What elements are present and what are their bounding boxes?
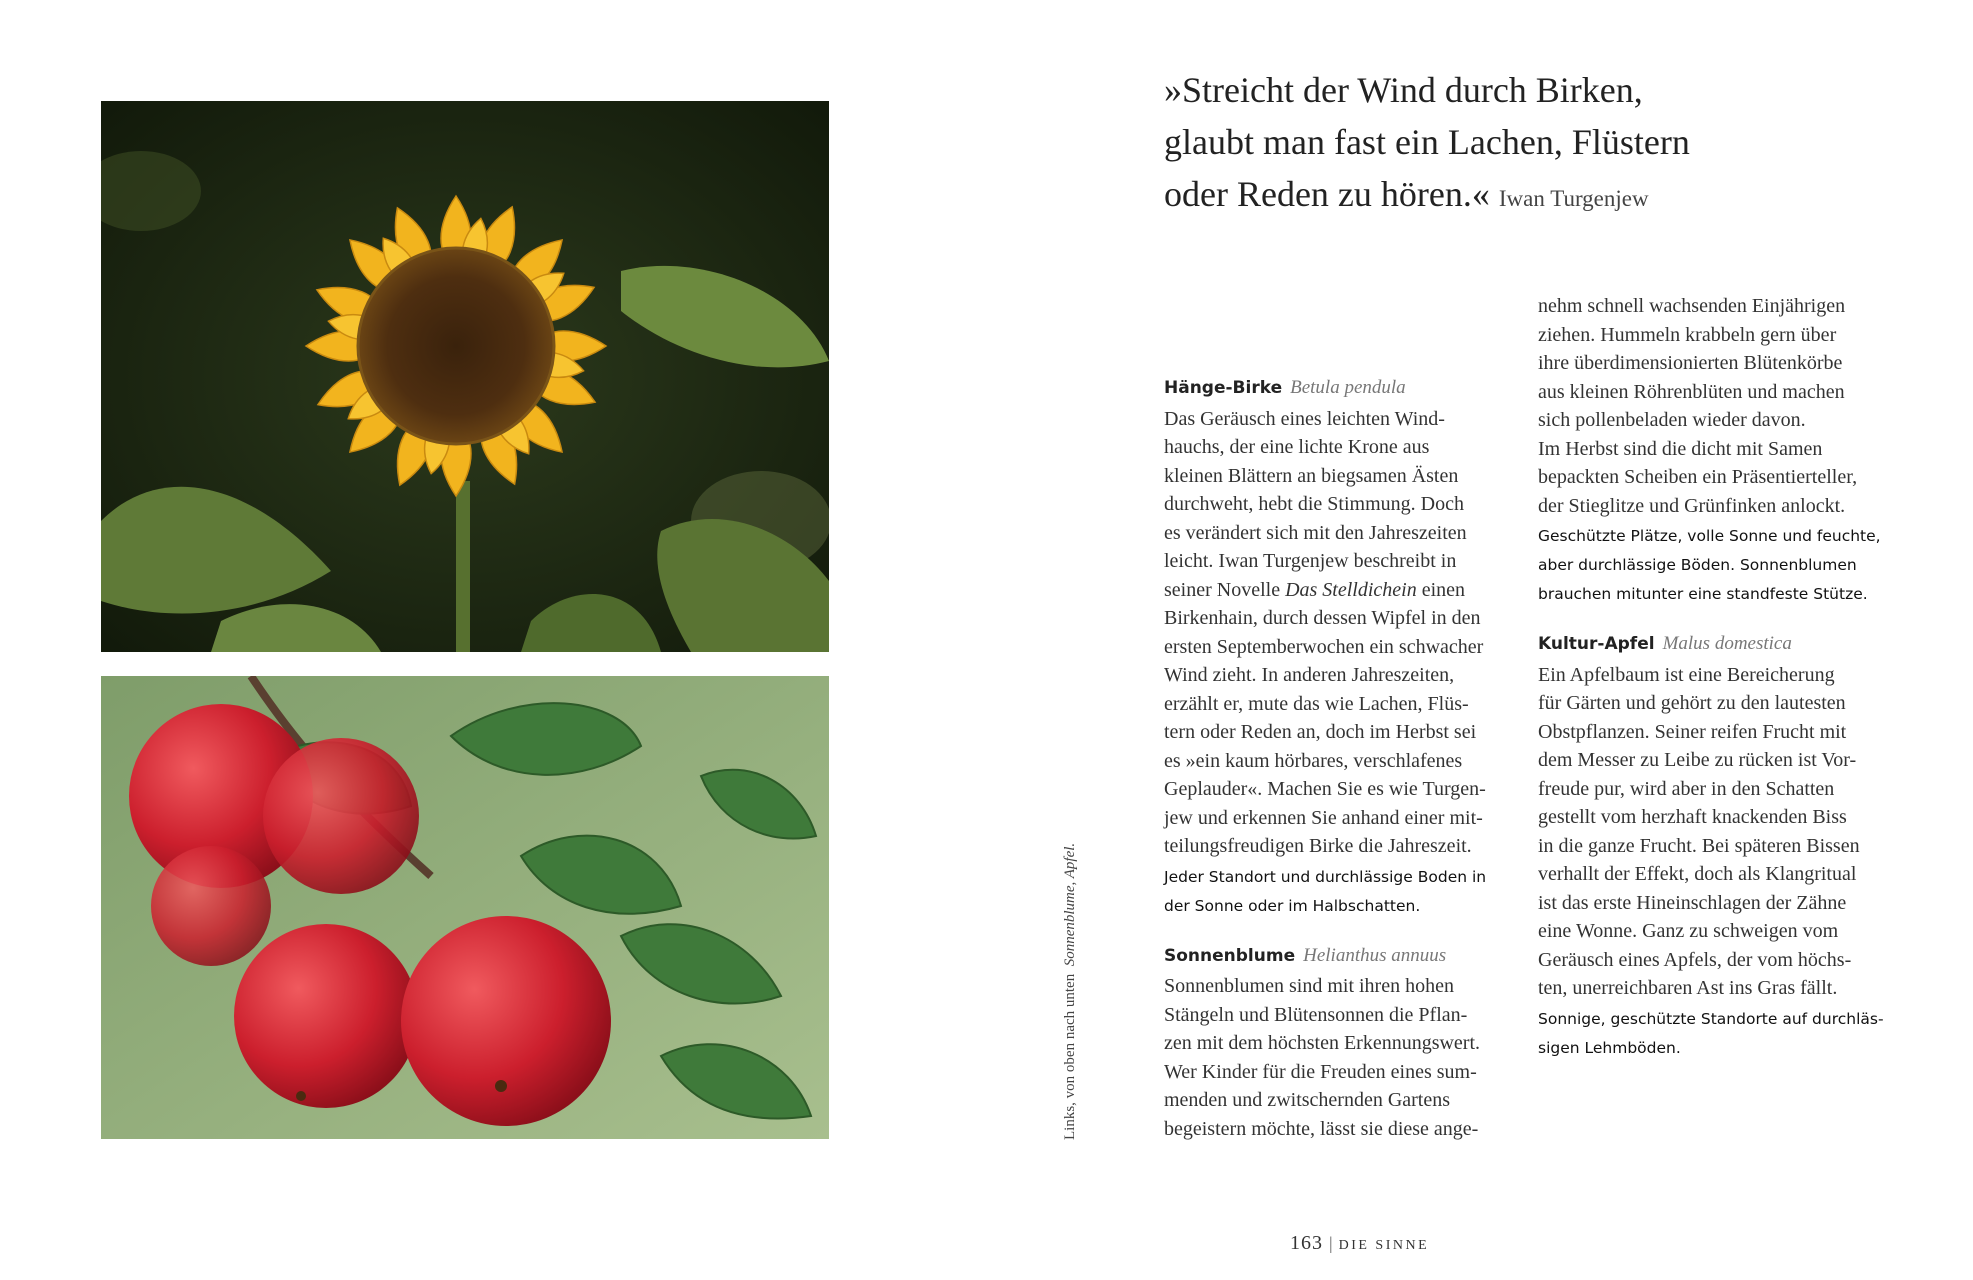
body-line: tern oder Reden an, doch im Herbst sei — [1164, 721, 1477, 743]
quote-line-3 — [1164, 168, 1784, 225]
body-line: ist das erste Hineinschlagen der Zähne — [1538, 891, 1847, 914]
body-line: Im Herbst sind die dicht mit Samen — [1538, 437, 1823, 460]
note-line: Jeder Standort und durchlässige Boden in — [1164, 867, 1487, 886]
photo-caption — [1062, 843, 1079, 1140]
body-line: in die ganze Frucht. Bei späteren Bissen — [1538, 834, 1860, 857]
body-line — [1164, 576, 1534, 605]
body-line: leicht. Iwan Turgenjew beschreibt in — [1164, 550, 1457, 572]
quote-author: Iwan Turgenjew — [1498, 186, 1649, 211]
birke-location-note — [1164, 863, 1534, 921]
body-line: menden und zwitschernden Gartens — [1164, 1089, 1451, 1111]
quote-line-1: »Streicht der Wind durch Birken, — [1164, 70, 1643, 110]
quote-line-2: glaubt man fast ein Lachen, Flüstern — [1164, 122, 1690, 162]
page-footer — [1290, 1232, 1429, 1255]
quote-line-3-text: oder Reden zu hören.« — [1164, 174, 1490, 214]
body-line: Wind zieht. In anderen Jahreszeiten, — [1164, 664, 1455, 686]
body-line: Stängeln und Blütensonnen die Pflan- — [1164, 1003, 1468, 1026]
body-line: Birkenhain, durch dessen Wipfel in den — [1164, 607, 1481, 629]
plant-latin-name: Malus domestica — [1662, 633, 1792, 654]
body-line: aus kleinen Röhrenblüten und machen — [1538, 380, 1845, 403]
body-line: der Stieglitze und Grünfinken anlockt. — [1538, 494, 1846, 517]
body-line: Das Geräusch eines leichten Wind- — [1164, 407, 1445, 430]
plant-latin-name: Betula pendula — [1290, 377, 1406, 398]
apfel-location-note — [1538, 1005, 1908, 1063]
body-line: Obstpflanzen. Seiner reifen Frucht mit — [1538, 720, 1847, 743]
birke-body — [1164, 405, 1534, 861]
body-line: Geplauder«. Machen Sie es wie Turgen- — [1164, 778, 1486, 800]
body-line: verhallt der Effekt, doch als Klangritual — [1538, 863, 1857, 885]
sunflower-photo — [101, 101, 829, 652]
text-column-right — [1538, 292, 1908, 1063]
note-line: Geschützte Plätze, volle Sonne und feuchte, — [1538, 527, 1881, 545]
plant-name: Hänge-Birke — [1164, 378, 1283, 398]
apfel-body — [1538, 661, 1908, 1003]
body-line: nehm schnell wachsenden Einjährigen — [1538, 295, 1846, 317]
body-line: Geräusch eines Apfels, der vom höchs- — [1538, 948, 1852, 971]
heading-haenge-birke — [1164, 373, 1534, 403]
sonnenblume-body — [1164, 972, 1534, 1143]
text-column-left — [1164, 373, 1534, 1143]
plant-latin-name: Helianthus annuus — [1303, 944, 1447, 966]
note-line: sigen Lehmböden. — [1538, 1038, 1681, 1057]
body-line: ziehen. Hummeln krabbeln gern über — [1538, 323, 1837, 346]
sonnenblume-location-note — [1538, 522, 1908, 609]
caption-prefix: Links, von oben nach unten — [1062, 973, 1078, 1140]
body-line: zen mit dem höchsten Erkennungswert. — [1164, 1032, 1481, 1054]
plant-name: Sonnenblume — [1164, 945, 1296, 966]
body-line: ersten Septemberwochen ein schwacher — [1164, 635, 1484, 658]
body-line: erzählt er, mute das wie Lachen, Flüs- — [1164, 692, 1469, 715]
body-line: es verändert sich mit den Jahreszeiten — [1164, 521, 1467, 544]
page-number: 163 — [1290, 1232, 1323, 1254]
sonnenblume-body-continued — [1538, 292, 1908, 520]
section-title: DIE SINNE — [1338, 1238, 1430, 1253]
heading-kultur-apfel — [1538, 629, 1908, 659]
body-line: begeistern möchte, lässt sie diese ange- — [1164, 1117, 1479, 1140]
caption-items: Sonnenblume, Apfel. — [1062, 842, 1078, 967]
body-line: Ein Apfelbaum ist eine Bereicherung — [1538, 663, 1835, 686]
plant-name: Kultur-Apfel — [1538, 634, 1655, 654]
body-line: jew und erkennen Sie anhand einer mit- — [1164, 806, 1483, 829]
body-line: kleinen Blättern an biegsamen Ästen — [1164, 464, 1459, 487]
body-text: einen — [1416, 578, 1466, 601]
pull-quote — [1164, 64, 1784, 225]
body-line: es »ein kaum hörbares, verschlafenes — [1164, 749, 1463, 772]
body-line: hauchs, der eine lichte Krone aus — [1164, 436, 1430, 458]
body-line: freude pur, wird aber in den Schatten — [1538, 777, 1835, 800]
note-line: brauchen mitunter eine standfeste Stütze. — [1538, 585, 1868, 603]
body-text: seiner Novelle — [1164, 578, 1286, 601]
body-line: teilungsfreudigen Birke die Jahreszeit. — [1164, 835, 1472, 857]
body-line: ihre überdimensionierten Blütenkörbe — [1538, 352, 1843, 374]
body-line: sich pollenbeladen wieder davon. — [1538, 409, 1806, 431]
body-line: gestellt vom herzhaft knackenden Biss — [1538, 806, 1847, 828]
body-line: für Gärten und gehört zu den lautesten — [1538, 692, 1846, 714]
body-line: eine Wonne. Ganz zu schweigen vom — [1538, 920, 1839, 942]
body-line: ten, unerreichbaren Ast ins Gras fällt. — [1538, 977, 1838, 999]
footer-separator: | — [1329, 1233, 1333, 1253]
heading-sonnenblume — [1164, 941, 1534, 971]
apple-photo — [101, 676, 829, 1139]
body-line: Sonnenblumen sind mit ihren hohen — [1164, 975, 1454, 997]
book-title: Das Stelldichein — [1285, 578, 1417, 601]
body-line: dem Messer zu Leibe zu rücken ist Vor- — [1538, 749, 1857, 771]
note-line: Sonnige, geschützte Standorte auf durchläs- — [1538, 1009, 1884, 1028]
body-line: durchweht, hebt die Stimmung. Doch — [1164, 493, 1464, 515]
note-line: der Sonne oder im Halbschatten. — [1164, 896, 1421, 915]
body-line: Wer Kinder für die Freuden eines sum- — [1164, 1060, 1477, 1083]
body-line: bepackten Scheiben ein Präsentierteller, — [1538, 466, 1858, 488]
note-line: aber durchlässige Böden. Sonnenblumen — [1538, 556, 1857, 574]
